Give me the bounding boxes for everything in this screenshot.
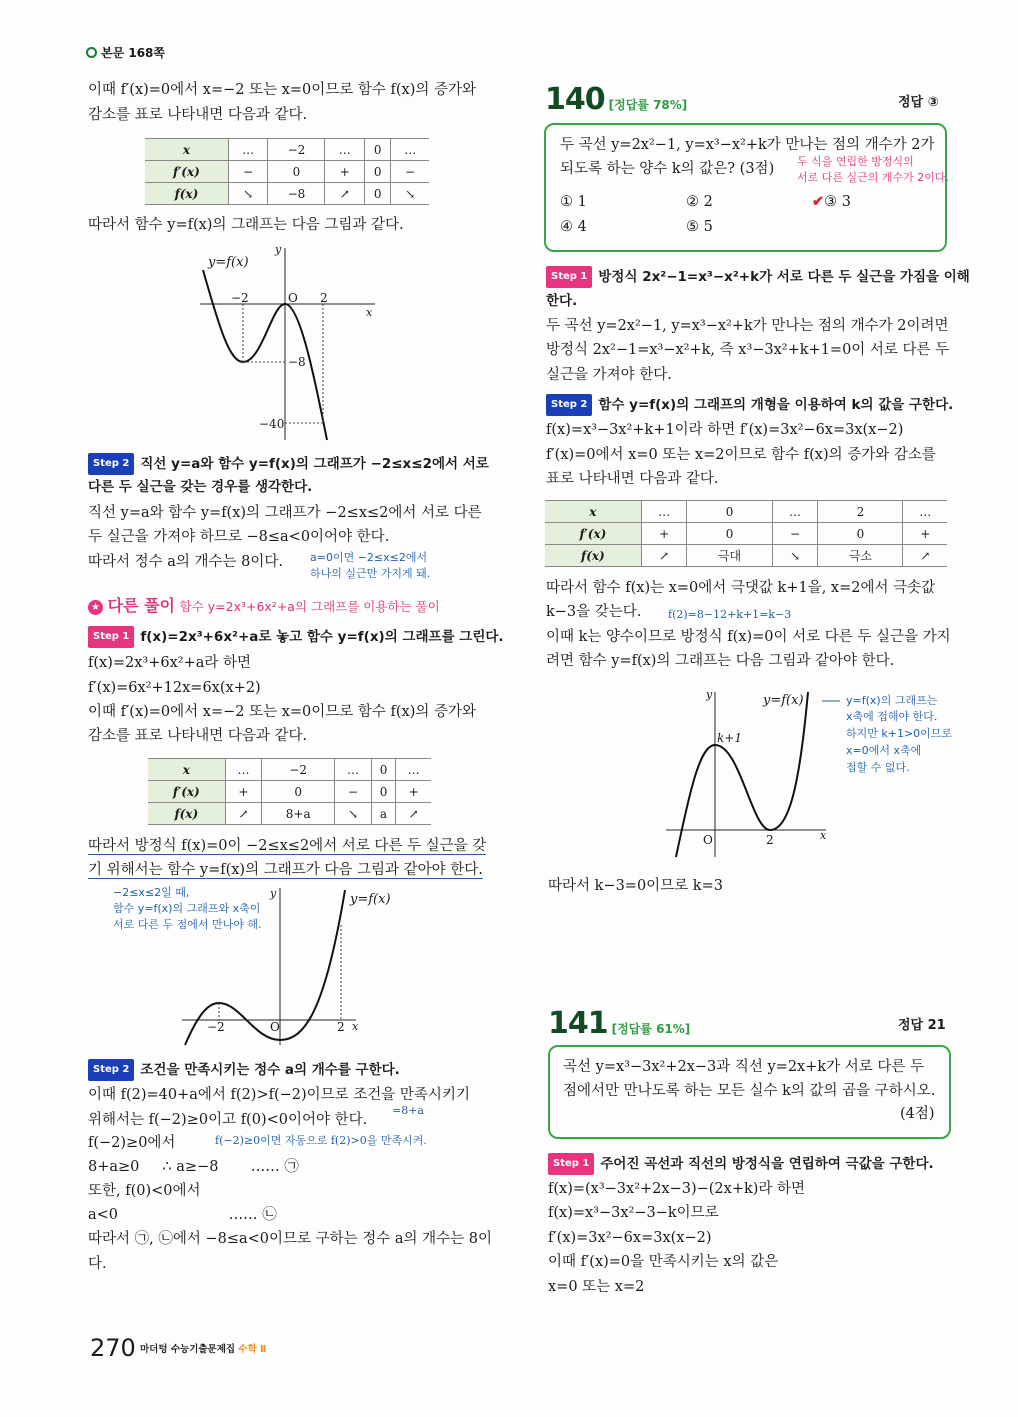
annotation: x=0에서 x축에 xyxy=(846,744,922,757)
step-badge: Step 1 xyxy=(88,626,134,648)
curve xyxy=(676,692,808,857)
x-axis-label: x xyxy=(366,306,373,319)
text-line: 따라서 ㉠, ㉡에서 −8≤a<0이므로 구하는 정수 a의 개수는 8이 xyxy=(88,1231,493,1247)
table-cell: … xyxy=(335,759,372,781)
text-line: 따라서 k−3=0이므로 k=3 xyxy=(548,878,723,894)
row-header-cell: x xyxy=(545,501,641,523)
table-cell: − xyxy=(228,161,268,183)
tick-label: 2 xyxy=(320,291,328,305)
annotation: x축에 접해야 한다. xyxy=(846,710,938,723)
y-axis-label: y xyxy=(706,688,713,701)
step-title-text: 주어진 곡선과 직선의 방정식을 연립하여 극값을 구한다. xyxy=(600,1156,934,1172)
table-cell: … xyxy=(325,139,365,161)
step-title-text: f(x)=2x³+6x²+a로 놓고 함수 y=f(x)의 그래프를 그린다. xyxy=(140,629,504,645)
table-cell: 0 xyxy=(262,781,335,803)
row-header-cell: x xyxy=(145,139,228,161)
table-cell: ↘ xyxy=(772,545,818,567)
text-line: 이때 f′(x)=0에서 x=−2 또는 x=0이므로 함수 f(x)의 증가와 xyxy=(88,82,477,98)
curve-label: y=f(x) xyxy=(208,255,249,270)
text-line: 려면 함수 y=f(x)의 그래프는 다음 그림과 같아야 한다. xyxy=(546,653,895,669)
alt-label: 다른 풀이 xyxy=(107,596,176,615)
annotation: =8+a xyxy=(392,1104,424,1117)
text-line: 다. xyxy=(88,1256,107,1272)
table-cell: + xyxy=(396,781,431,803)
tick-label: −8 xyxy=(288,355,306,369)
table-cell: 8+a xyxy=(262,803,335,825)
subject-name: 수학 Ⅱ xyxy=(238,1344,267,1355)
page-number: 270 xyxy=(90,1334,136,1362)
table-cell: ↘ xyxy=(335,803,372,825)
x-axis-label: x xyxy=(352,1020,359,1033)
text-line: f(x)=x³−3x²+k+1이라 하면 f′(x)=3x²−6x=3x(x−2) xyxy=(546,422,904,438)
tick-label: −40 xyxy=(259,417,285,431)
table-cell: −8 xyxy=(268,183,325,205)
text-line: 따라서 함수 y=f(x)의 그래프는 다음 그림과 같다. xyxy=(88,217,404,233)
annotation: −2≤x≤2일 때, xyxy=(113,886,190,899)
text-line: 8+a≥0 ∴ a≥−8 …… ㉠ xyxy=(88,1159,299,1175)
table-cell: 0 xyxy=(365,183,391,205)
annotation: a=0이면 −2≤x≤2에서 xyxy=(310,551,428,564)
text-line: 이때 f(2)=40+a에서 f(2)>f(−2)이므로 조건을 만족시키기 xyxy=(88,1087,470,1103)
question-line: 되도록 하는 양수 k의 값은? (3점) xyxy=(560,161,775,177)
text-line: f(x)=x³−3x²−3−k이므로 xyxy=(548,1205,719,1221)
table-cell: + xyxy=(225,781,262,803)
annotation: 서로 다른 실근의 개수가 2이다. xyxy=(797,171,949,184)
table-cell: 0 xyxy=(687,501,772,523)
step-1-title xyxy=(548,1153,934,1175)
text-line: 따라서 정수 a의 개수는 8이다. xyxy=(88,554,283,570)
underlined-text: 기 위해서는 함수 y=f(x)의 그래프가 다음 그림과 같아야 한다. xyxy=(88,862,483,878)
table-cell: 0 xyxy=(268,161,325,183)
table-cell: 극대 xyxy=(687,545,772,567)
table-cell: ↗ xyxy=(225,803,262,825)
table-cell: a xyxy=(371,803,395,825)
choice-1[interactable]: ① 1 xyxy=(560,194,587,210)
table-cell: 2 xyxy=(818,501,903,523)
origin-label: O xyxy=(270,1020,280,1034)
underlined-text: 따라서 방정식 f(x)=0이 −2≤x≤2에서 서로 다른 두 실근을 갖 xyxy=(88,838,487,854)
x-axis-label: x xyxy=(820,829,827,842)
table-cell: … xyxy=(641,501,687,523)
origin-label: O xyxy=(703,833,713,847)
step-title-text: 다른 두 실근을 갖는 경우를 생각한다. xyxy=(88,479,313,495)
table-cell: + xyxy=(641,523,687,545)
table-cell: … xyxy=(903,501,947,523)
text-line: 이때 k는 양수이므로 방정식 f(x)=0이 서로 다른 두 실근을 가지 xyxy=(546,629,951,645)
table-cell: − xyxy=(391,161,429,183)
correct-rate: [정답률 61%] xyxy=(611,1022,691,1036)
table-cell: … xyxy=(391,139,429,161)
text-line: f′(x)=0에서 x=0 또는 x=2이므로 함수 f(x)의 증가와 감소를 xyxy=(546,447,936,463)
row-header-cell: f(x) xyxy=(545,545,641,567)
text-line: a<0 …… ㉡ xyxy=(88,1207,277,1223)
annotation: y=f(x)의 그래프는 xyxy=(846,694,938,707)
problem-number: 141 xyxy=(548,1006,608,1041)
choice-5[interactable]: ⑤ 5 xyxy=(686,219,713,235)
step-title-text: 한다. xyxy=(546,293,578,309)
tick-label: −2 xyxy=(207,1020,225,1034)
text-line: 이때 f′(x)=0에서 x=−2 또는 x=0이므로 함수 f(x)의 증가와 xyxy=(88,704,477,720)
text-line: 실근을 가져야 한다. xyxy=(546,367,672,383)
text-line: 이때 f′(x)=0을 만족시키는 x의 값은 xyxy=(548,1254,779,1270)
question-points: (4점) xyxy=(900,1106,935,1122)
text-line: 또한, f(0)<0에서 xyxy=(88,1183,201,1199)
curve-label: y=f(x) xyxy=(350,892,391,907)
table-cell: 극소 xyxy=(818,545,903,567)
text-line: 방정식 2x²−1=x³−x²+k, 즉 x³−3x²+k+1=0이 서로 다른 두 xyxy=(546,342,950,358)
table-cell: + xyxy=(325,161,365,183)
table-cell: −2 xyxy=(262,759,335,781)
row-header-cell: f′(x) xyxy=(145,161,228,183)
row-header-cell: f′(x) xyxy=(545,523,641,545)
annotation: 함수 y=f(x)의 그래프와 x축이 xyxy=(113,902,261,915)
question-line: 곡선 y=x³−3x²+2x−3과 직선 y=2x+k가 서로 다른 두 xyxy=(563,1059,925,1075)
row-header-cell: f(x) xyxy=(145,183,228,205)
table-cell: … xyxy=(772,501,818,523)
text-line: 따라서 함수 f(x)는 x=0에서 극댓값 k+1을, x=2에서 극솟값 xyxy=(546,580,936,596)
text-line: 두 곡선 y=2x²−1, y=x³−x²+k가 만나는 점의 개수가 2이려면 xyxy=(546,318,949,334)
section-label: 본문 168쪽 xyxy=(101,46,166,60)
table-cell: ↗ xyxy=(396,803,431,825)
annotation: f(−2)≥0이면 자동으로 f(2)>0을 만족시켜. xyxy=(215,1134,427,1147)
table-cell: − xyxy=(335,781,372,803)
text-line: f′(x)=6x²+12x=6x(x+2) xyxy=(88,680,261,696)
table-cell: ↗ xyxy=(903,545,947,567)
y-axis-label: y xyxy=(270,887,277,900)
table-cell: … xyxy=(228,139,268,161)
correct-rate: [정답률 78%] xyxy=(608,98,688,112)
choice-2[interactable]: ② 2 xyxy=(686,194,713,210)
table-cell: 0 xyxy=(371,781,395,803)
choice-4[interactable]: ④ 4 xyxy=(560,219,587,235)
curve-label: y=f(x) xyxy=(763,693,804,708)
row-header-cell: x xyxy=(148,759,225,781)
step-title-text: 조건을 만족시키는 정수 a의 개수를 구한다. xyxy=(140,1062,400,1078)
tick-label: k+1 xyxy=(717,731,742,745)
table-cell: − xyxy=(772,523,818,545)
star-icon: ★ xyxy=(88,600,103,615)
table-cell: ↘ xyxy=(391,183,429,205)
table-cell: 0 xyxy=(365,161,391,183)
alt-subtitle: 함수 y=2x³+6x²+a의 그래프를 이용하는 풀이 xyxy=(179,599,440,614)
step-badge: Step 2 xyxy=(546,394,592,416)
text-line: f(x)=(x³−3x²+2x−3)−(2x+k)라 하면 xyxy=(548,1181,806,1197)
tick-label: 2 xyxy=(337,1020,345,1034)
table-cell: 0 xyxy=(687,523,772,545)
text-line: 두 실근을 가져야 하므로 −8≤a<0이어야 한다. xyxy=(88,529,390,545)
problem-number: 140 xyxy=(545,82,605,117)
table-cell: ↗ xyxy=(325,183,365,205)
table-cell: + xyxy=(903,523,947,545)
table-cell: ↘ xyxy=(228,183,268,205)
text-line: f(−2)≥0에서 xyxy=(88,1135,176,1151)
text-line: 표로 나타내면 다음과 같다. xyxy=(546,471,719,487)
table-cell: ↗ xyxy=(641,545,687,567)
table-cell: 0 xyxy=(371,759,395,781)
check-mark-icon: ✔ xyxy=(812,193,825,210)
text-line: 위해서는 f(−2)≥0이고 f(0)<0이어야 한다. xyxy=(88,1112,368,1128)
book-name: 마더텅 수능기출문제집 xyxy=(140,1344,236,1355)
row-header-cell: f(x) xyxy=(148,803,225,825)
step-badge: Step 1 xyxy=(546,266,592,288)
tick-label: −2 xyxy=(231,291,249,305)
table-cell: … xyxy=(396,759,431,781)
table-cell: 0 xyxy=(818,523,903,545)
annotation: 접할 수 없다. xyxy=(846,761,910,774)
annotation: 하지만 k+1>0이므로 xyxy=(846,727,953,740)
text-line: f′(x)=3x²−6x=3x(x−2) xyxy=(548,1230,712,1246)
step-title-text: 방정식 2x²−1=x³−x²+k가 서로 다른 두 실근을 가짐을 이해 xyxy=(598,269,970,285)
table-cell: … xyxy=(225,759,262,781)
origin-label: O xyxy=(288,291,298,305)
annotation: 서로 다른 두 점에서 만나야 해. xyxy=(113,918,262,931)
text-line: f(x)=2x³+6x²+a라 하면 xyxy=(88,655,252,671)
text-line: k−3을 갖는다. xyxy=(546,604,642,620)
row-header-cell: f′(x) xyxy=(148,781,225,803)
table-cell: −2 xyxy=(268,139,325,161)
answer-label: 정답 21 xyxy=(898,1018,946,1033)
step-title-text: 직선 y=a와 함수 y=f(x)의 그래프가 −2≤x≤2에서 서로 xyxy=(140,456,489,472)
step-badge: Step 2 xyxy=(88,1059,134,1081)
text-line: x=0 또는 x=2 xyxy=(548,1279,645,1295)
y-axis-label: y xyxy=(275,243,282,256)
step-title-text: 함수 y=f(x)의 그래프의 개형을 이용하여 k의 값을 구한다. xyxy=(598,397,954,413)
tick-label: 2 xyxy=(766,833,774,847)
text-line: 감소를 표로 나타내면 다음과 같다. xyxy=(88,107,308,123)
text-line: 감소를 표로 나타내면 다음과 같다. xyxy=(88,728,308,744)
question-text: 두 곡선 y=2x²−1, y=x³−x²+k가 만나는 점의 개수가 2가 xyxy=(560,137,935,153)
choice-text: ③ 3 xyxy=(824,194,851,210)
step-badge: Step 2 xyxy=(88,453,134,475)
answer-label: 정답 ③ xyxy=(898,95,939,110)
table-cell: 0 xyxy=(365,139,391,161)
problem-number-141 xyxy=(548,1006,690,1041)
question-line: 점에서만 만나도록 하는 모든 실수 k의 값의 곱을 구하시오. xyxy=(563,1083,936,1099)
step-badge: Step 1 xyxy=(548,1153,594,1175)
text-line: 직선 y=a와 함수 y=f(x)의 그래프가 −2≤x≤2에서 서로 다른 xyxy=(88,505,482,521)
annotation: 하나의 실근만 가지게 돼. xyxy=(310,567,431,580)
annotation: 두 식을 연립한 방정식의 xyxy=(797,155,914,168)
annotation: f(2)=8−12+k+1=k−3 xyxy=(668,608,792,621)
